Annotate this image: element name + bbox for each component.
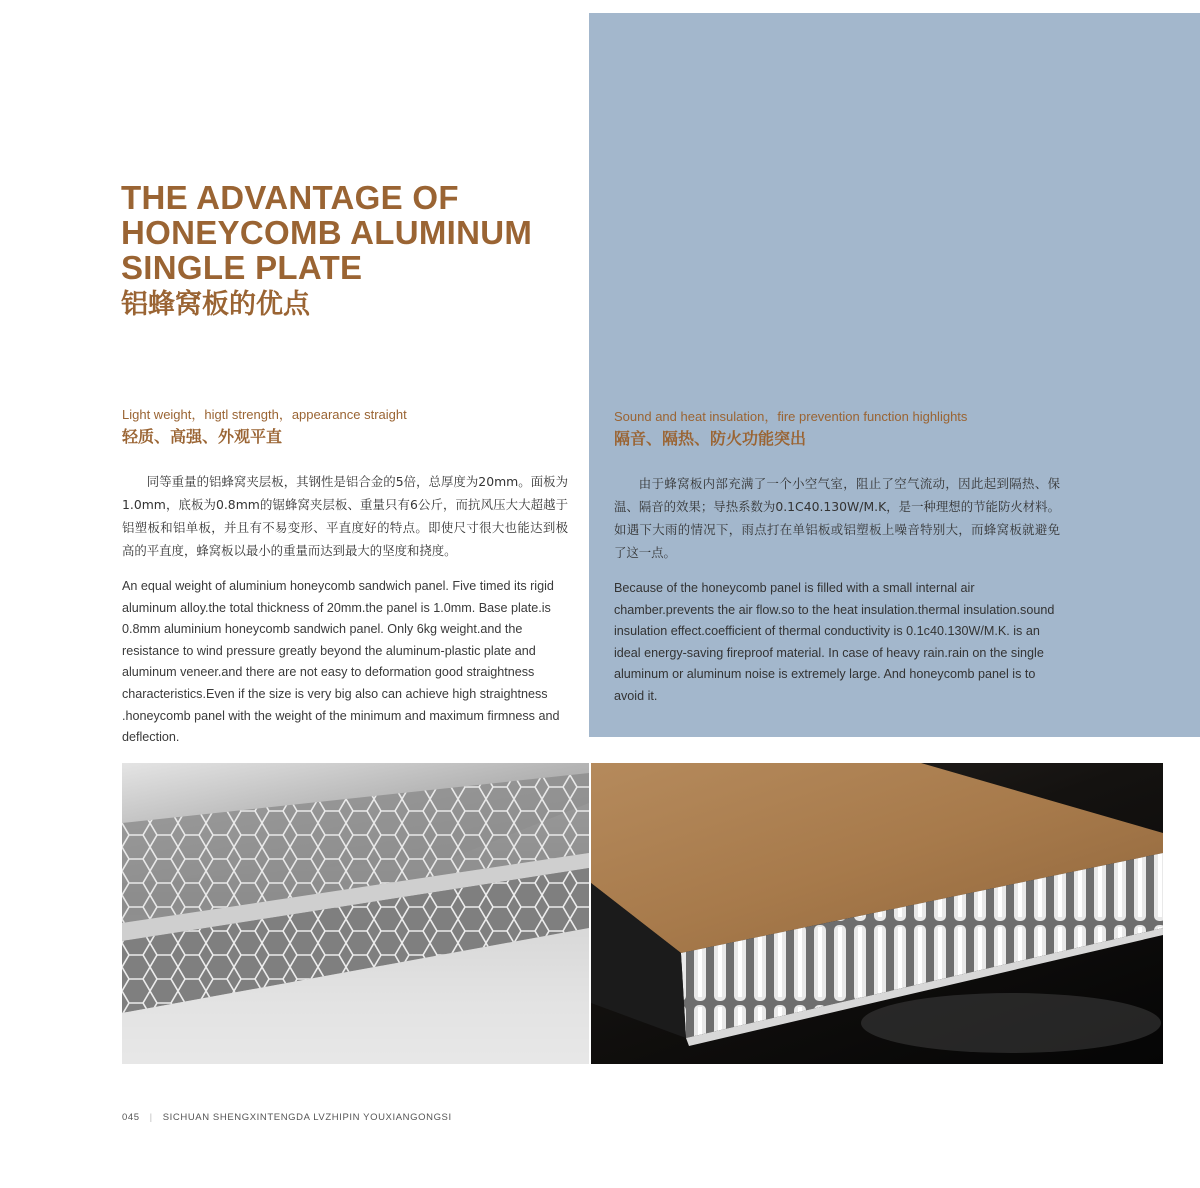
- title-line: THE ADVANTAGE OF: [121, 179, 459, 216]
- page-title-chinese: 铝蜂窝板的优点: [121, 289, 310, 320]
- title-line: SINGLE PLATE: [121, 249, 363, 286]
- section-subtitle-en: Sound and heat insulation，fire prevention function highlights: [614, 409, 968, 424]
- section-subtitle-cn: 隔音、隔热、防火功能突出: [614, 429, 807, 448]
- title-line: HONEYCOMB ALUMINUM: [121, 214, 533, 251]
- insulation-section: [614, 408, 1060, 708]
- page-number: 045: [122, 1112, 140, 1123]
- section-subtitle-en: Light weight，higtl strength，appearance straight: [122, 407, 407, 422]
- footer-separator: |: [149, 1112, 153, 1123]
- honeycomb-panel-photo-silver: [122, 763, 589, 1064]
- light-weight-section: [122, 406, 568, 749]
- section-body-en: An equal weight of aluminium honeycomb sandwich panel. Five timed its rigid aluminum alloy.the total thickness of 20mm.the panel is 1.0mm. Base plate.is 0.8mm aluminium honeycomb sandwich panel. Only 6kg weight.and the resistance to wind pressure greatly beyond the aluminum-plastic plate and aluminum veneer.and there are not easy to deformation good straightness characteristics.Even if the size is very big also can achieve high straightness .honeycomb panel with the weight of the minimum and maximum firmness and deflection.: [122, 579, 560, 745]
- section-body-en: Because of the honeycomb panel is filled with a small internal air chamber.prevents the air flow.so to the heat insulation.thermal insulation.sound insulation effect.coefficient of thermal conductivity is 0.1c40.130W/M.K. is an ideal energy-saving fireproof material. In case of heavy rain.rain on the single aluminum or aluminum noise is extremely large. And honeycomb panel is to avoid it.: [614, 581, 1055, 703]
- section-body-cn: 由于蜂窝板内部充满了一个小空气室，阻止了空气流动，因此起到隔热、保温、隔音的效果；导热系数为0.1C40.130W/M.K，是一种理想的节能防火材料。如遇下大雨的情况下，雨点打在单铝板或铝塑板上噪音特别大，而蜂窝板就避免了这一点。: [614, 476, 1060, 560]
- company-name: SICHUAN SHENGXINTENGDA LVZHIPIN YOUXIANGONGSI: [162, 1112, 452, 1123]
- page-title: [121, 180, 581, 285]
- honeycomb-panel-photo-wood: [591, 763, 1163, 1064]
- page-footer: [122, 1111, 452, 1125]
- section-body-cn: 同等重量的铝蜂窝夹层板，其钢性是铝合金的5倍，总厚度为20mm。面板为1.0mm，底板为0.8mm的锯蜂窝夹层板、重量只有6公斤，而抗风压大大超越于铝塑板和铝单板，并且有不易变形、平直度好的特点。即使尺寸很大也能达到极高的平直度，蜂窝板以最小的重量而达到最大的坚度和挠度。: [122, 474, 568, 558]
- section-subtitle-cn: 轻质、高强、外观平直: [122, 427, 283, 446]
